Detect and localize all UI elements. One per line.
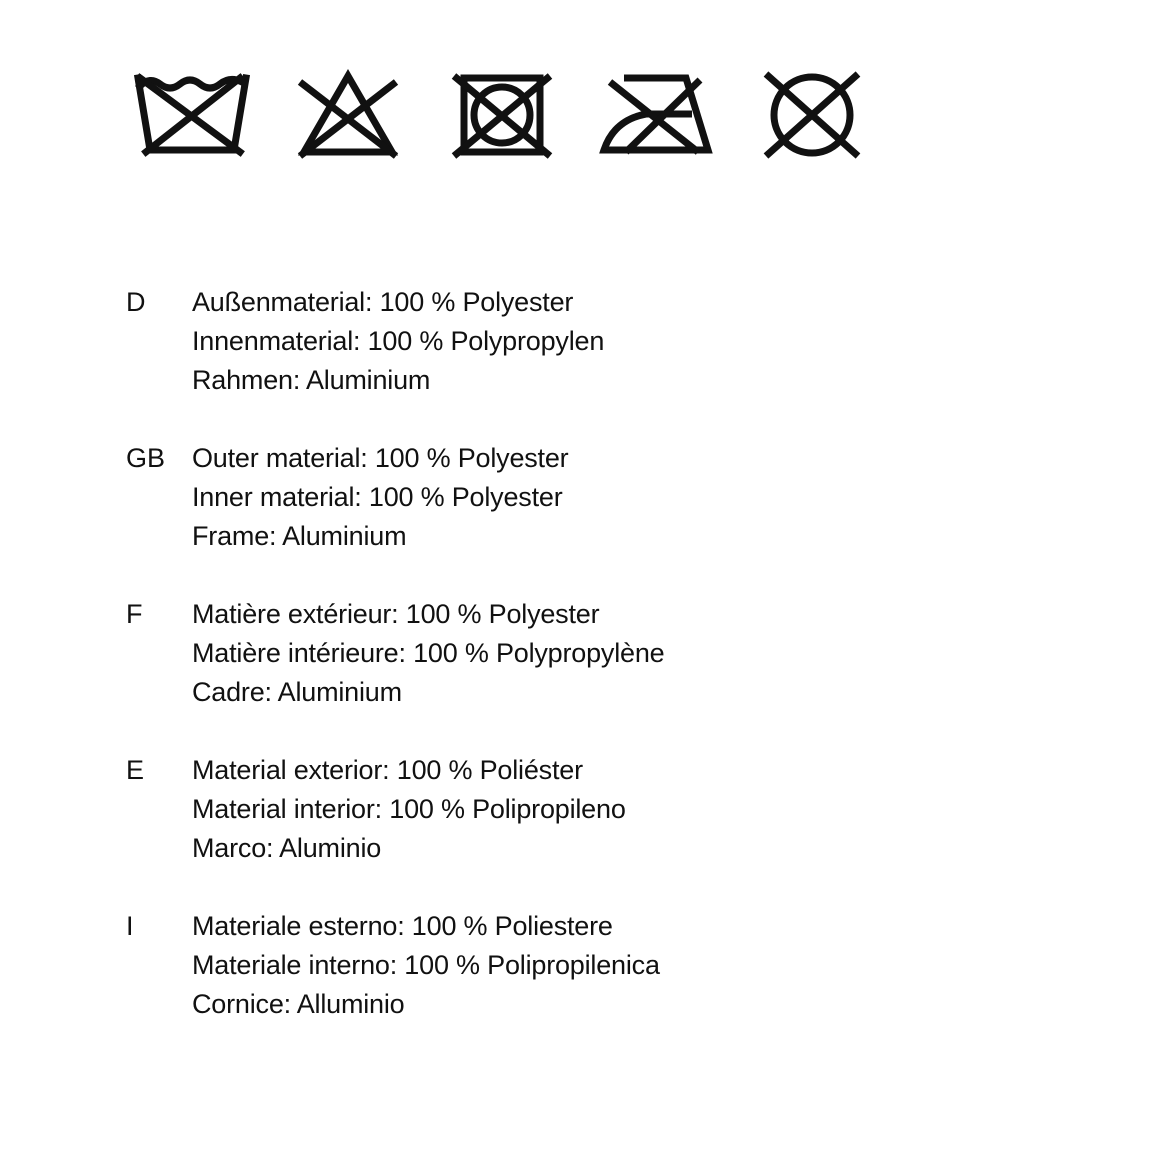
frame-material-line: Cornice: Alluminio	[192, 989, 405, 1019]
inner-material-line: Material interior: 100 % Polipropileno	[192, 794, 626, 824]
frame-material-line: Cadre: Aluminium	[192, 677, 402, 707]
frame-material-line: Marco: Aluminio	[192, 833, 382, 863]
material-block-i	[120, 907, 1020, 1024]
frame-material-line: Rahmen: Aluminium	[192, 365, 431, 395]
do-not-iron-icon	[596, 68, 716, 164]
inner-material-line: Innenmaterial: 100 % Polypropylen	[192, 326, 605, 356]
inner-material-line: Matière intérieure: 100 % Polypropylène	[192, 638, 665, 668]
material-block-e	[120, 751, 1020, 868]
outer-material-line: Outer material: 100 % Polyester	[192, 443, 569, 473]
language-code: GB	[126, 443, 166, 473]
do-not-wash-icon	[130, 68, 250, 164]
inner-material-line: Inner material: 100 % Polyester	[192, 482, 563, 512]
outer-material-line: Außenmaterial: 100 % Polyester	[192, 287, 574, 317]
inner-material-line: Materiale interno: 100 % Polipropilenica	[192, 950, 660, 980]
outer-material-line: Material exterior: 100 % Poliéster	[192, 755, 583, 785]
material-composition-list	[120, 283, 1020, 1063]
language-code: I	[126, 911, 134, 941]
do-not-dry-clean-icon	[752, 68, 872, 164]
do-not-tumble-dry-icon	[442, 68, 562, 164]
do-not-bleach-icon	[288, 68, 408, 164]
material-block-gb	[120, 439, 1020, 556]
care-symbols-row	[130, 68, 870, 164]
material-block-f	[120, 595, 1020, 712]
outer-material-line: Matière extérieur: 100 % Polyester	[192, 599, 600, 629]
language-code: E	[126, 755, 145, 785]
outer-material-line: Materiale esterno: 100 % Poliestere	[192, 911, 613, 941]
material-block-d	[120, 283, 1020, 400]
language-code: D	[126, 287, 146, 317]
frame-material-line: Frame: Aluminium	[192, 521, 407, 551]
language-code: F	[126, 599, 143, 629]
